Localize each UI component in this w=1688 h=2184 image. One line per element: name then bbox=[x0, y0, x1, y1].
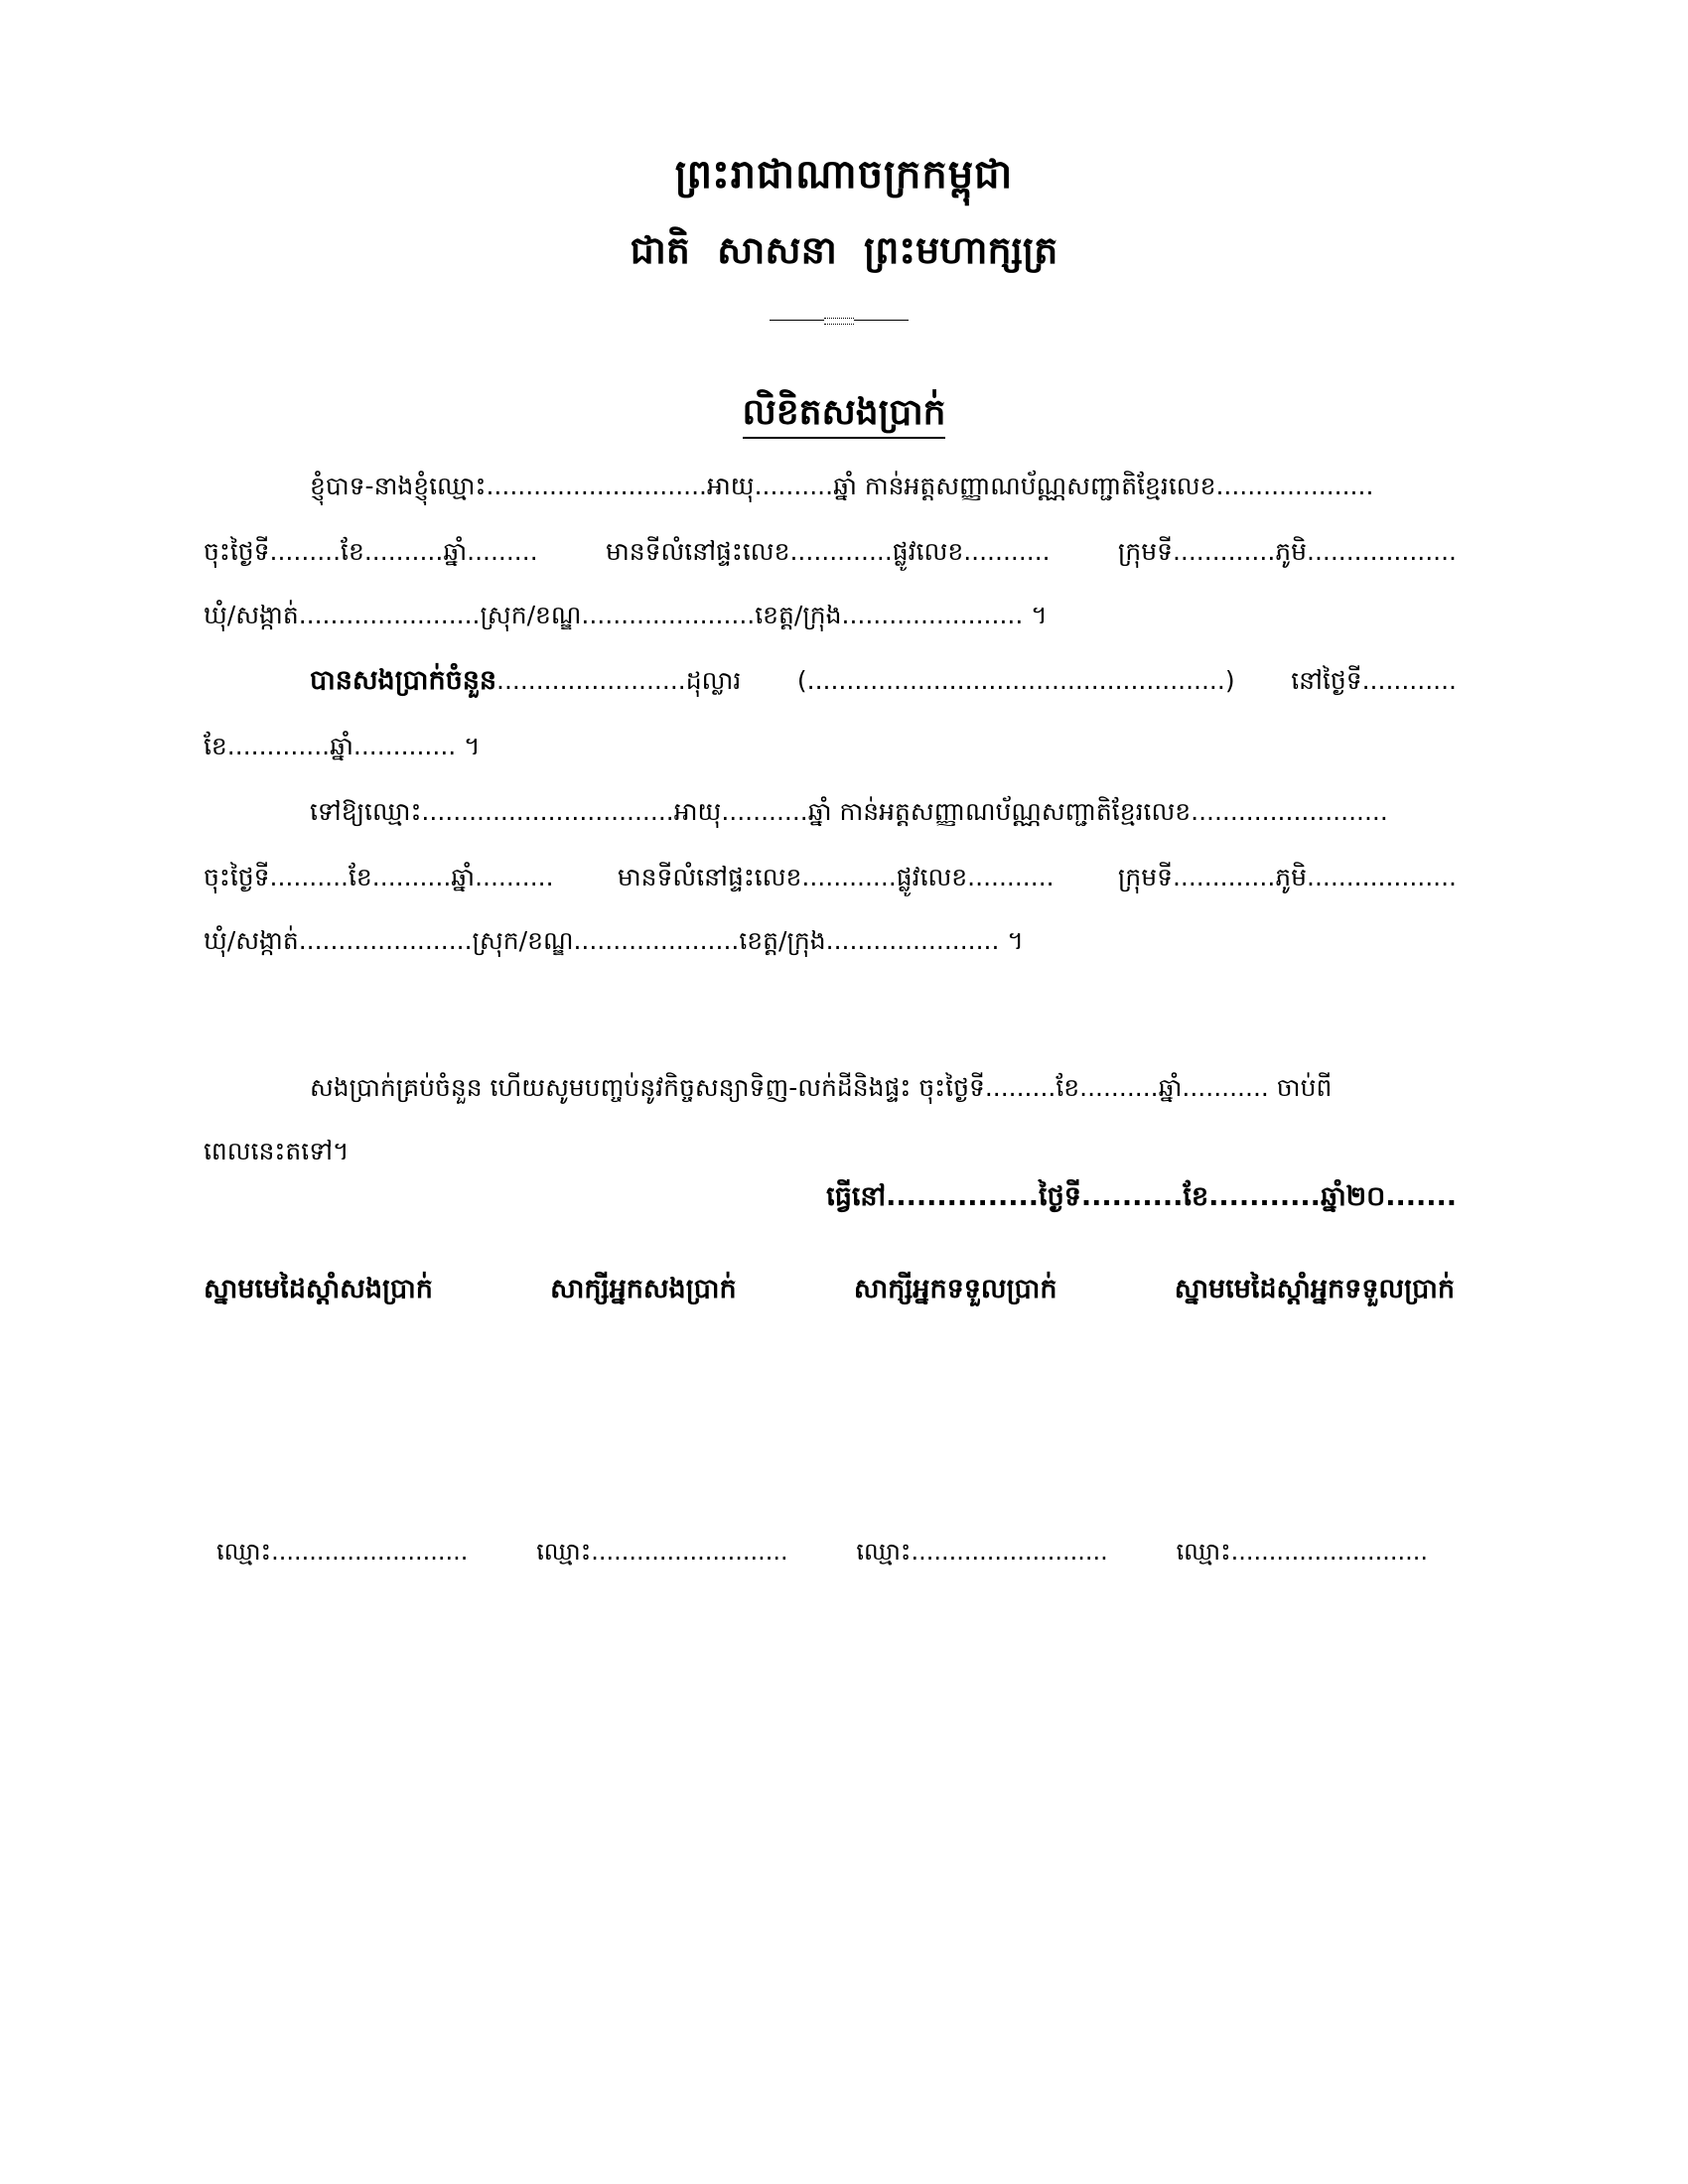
recipient-house-field: មានទីលំនៅផ្ទះលេខ............ផ្លូវលេខ........... bbox=[617, 863, 1055, 891]
closing-line-1: សងប្រាក់គ្រប់ចំនួន ហើយសូមបញ្ចប់នូវកិច្ចសន្យាទិញ-លក់ដីនិងផ្ទះ ចុះថ្ងៃទី.........ខែ..........ឆ្នាំ........... ចាប់ពី bbox=[310, 1073, 1333, 1102]
debtor-line-3: ឃុំ/សង្កាត់.......................ស្រុក/ខណ្ឌ......................ខេត្ត/ក្រុង....................... ។ bbox=[204, 601, 1048, 629]
signature-names bbox=[216, 1537, 1428, 1571]
recipient-date-field: ចុះថ្ងៃទី..........ខែ..........ឆ្នាំ.......... bbox=[204, 863, 554, 891]
signature-receiver-thumbprint: ស្នាមមេដៃស្តាំអ្នកទទួលប្រាក់ bbox=[1174, 1274, 1455, 1304]
debtor-line-1: ខ្ញុំបាទ-នាងខ្ញុំឈ្មោះ............................អាយុ..........ឆ្នាំ កាន់អត្តសញ្ញាណប័ណ្ណសញ្ជាតិខ្មែរលេខ.................... bbox=[310, 472, 1374, 500]
payment-words-field: (.....................................................) bbox=[796, 666, 1235, 695]
payment-label: បានសងប្រាក់ចំនួន bbox=[310, 665, 496, 696]
name-field-3: ឈ្មោះ.......................... bbox=[856, 1538, 1108, 1566]
date-place-line: ធ្វើនៅ...............ថ្ងៃទី..........ខែ...........ឆ្នាំ២០....... bbox=[826, 1181, 1457, 1212]
recipient-line-2 bbox=[204, 860, 1457, 895]
document-title: លិខិតសងប្រាក់ bbox=[0, 389, 1688, 442]
payment-amount-field: ........................ដុល្លារ bbox=[496, 666, 742, 695]
payment-day-field: នៅថ្ងៃទី............ bbox=[1291, 666, 1457, 695]
ornament-divider-icon bbox=[770, 318, 909, 324]
signature-payer-thumbprint: ស្នាមមេដៃស្តាំសងប្រាក់ bbox=[204, 1274, 433, 1304]
recipient-line-1: ទៅឱ្យឈ្មោះ................................អាយុ...........ឆ្នាំ កាន់អត្តសញ្ញាណប័ណ្ណសញ្ជាតិខ្មែរលេខ......................... bbox=[310, 797, 1388, 826]
signature-receiver-witness: សាក្សីអ្នកទទួលប្រាក់ bbox=[853, 1274, 1057, 1304]
debtor-line-2 bbox=[204, 534, 1457, 570]
debtor-date-field: ចុះថ្ងៃទី.........ខែ..........ឆ្នាំ......... bbox=[204, 537, 538, 566]
debtor-village-field: ក្រុមទី.............ភូមិ................... bbox=[1117, 537, 1457, 566]
debtor-house-field: មានទីលំនៅផ្ទះលេខ.............ផ្លូវលេខ........... bbox=[605, 537, 1051, 566]
recipient-village-field: ក្រុមទី.............ភូមិ................... bbox=[1117, 863, 1457, 891]
name-field-1: ឈ្មោះ.......................... bbox=[216, 1538, 469, 1566]
kingdom-heading: ព្រះរាជាណាចក្រកម្ពុជា bbox=[674, 152, 1014, 198]
payment-line-2: ខែ.............ឆ្នាំ............. ។ bbox=[204, 732, 481, 760]
signature-labels bbox=[204, 1273, 1455, 1311]
signature-payer-witness: សាក្សីអ្នកសងប្រាក់ bbox=[550, 1274, 737, 1304]
recipient-line-3: ឃុំ/សង្កាត់......................ស្រុក/ខណ្ឌ.....................ខេត្ត/ក្រុង...................... ។ bbox=[204, 926, 1024, 955]
closing-line-2: ពេលនេះតទៅ។ bbox=[204, 1137, 350, 1165]
payment-line-1 bbox=[310, 663, 1457, 699]
motto-heading: ជាតិ សាសនា ព្រះមហាក្សត្រ bbox=[630, 228, 1058, 272]
name-field-2: ឈ្មោះ.......................... bbox=[536, 1538, 788, 1566]
name-field-4: ឈ្មោះ.......................... bbox=[1176, 1538, 1428, 1566]
